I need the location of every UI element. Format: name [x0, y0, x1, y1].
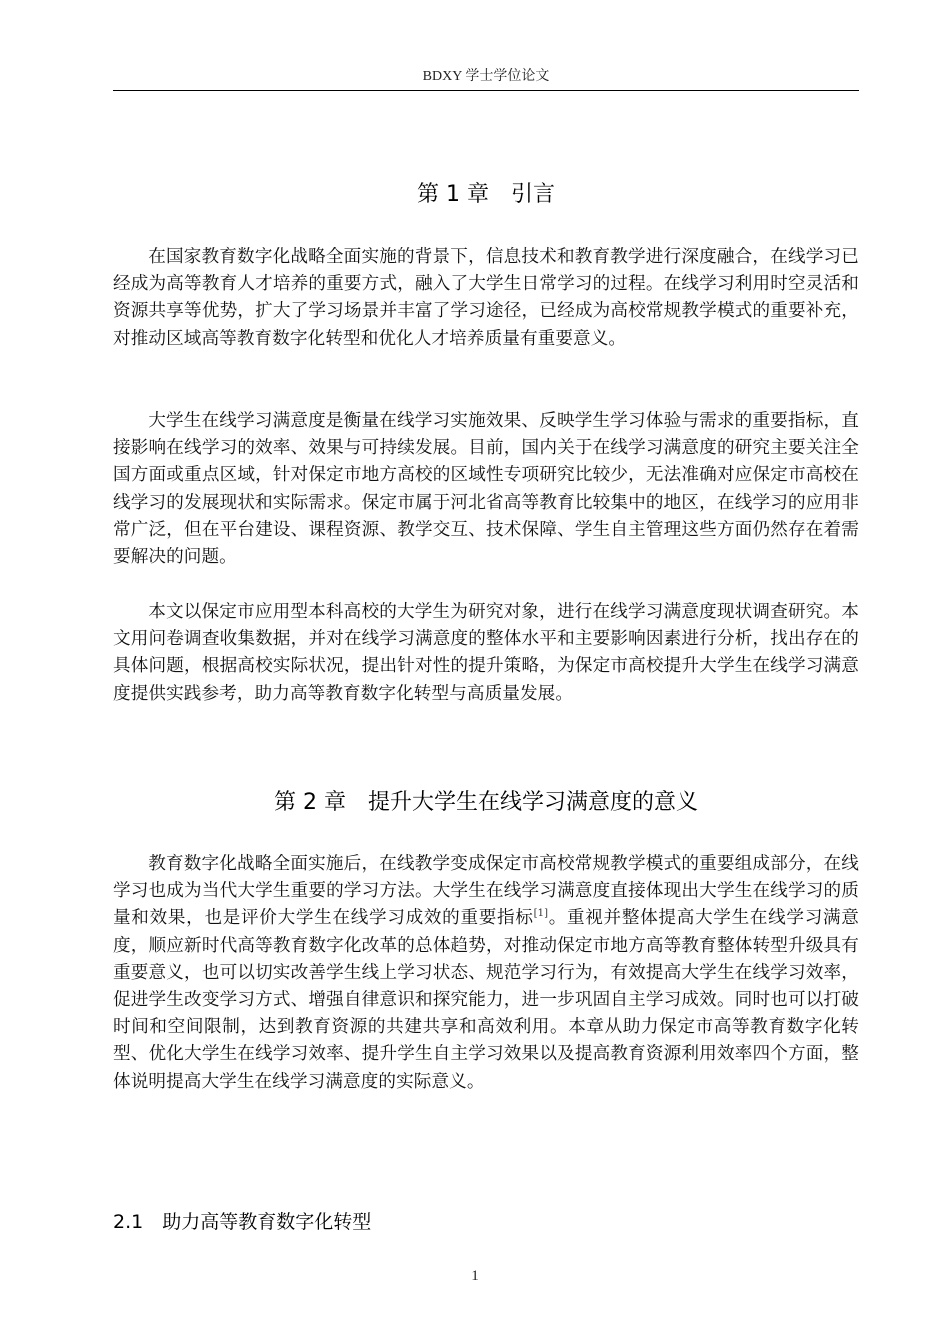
chapter-2-title: 第 2 章 提升大学生在线学习满意度的意义	[274, 790, 698, 815]
page-header	[113, 68, 859, 91]
chapter-1-paragraph-1: 在国家教育数字化战略全面实施的背景下，信息技术和教育教学进行深度融合，在线学习已经成为高等教育人才培养的重要方式，融入了大学生日常学习的过程。在线学习利用时空灵活和资源共享等优势，扩大了学习场景并丰富了学习途径，已经成为高校常规教学模式的重要补充，对推动区域高等教育数字化转型和优化人才培养质量有重要意义。	[113, 247, 859, 349]
chapter-2-paragraph-1	[113, 851, 859, 1096]
chapter-1-title: 第 1 章 引言	[417, 182, 555, 207]
chapter-2-paragraph-text-1: 教育数字化战略全面实施后，在线教学变成保定市高校常规教学模式的重要组成部分，在线学习也成为当代大学生重要的学习方法。大学生在线学习满意度直接体现出大学生在线学习的质量和效果，也是评价大学生在线学习成效的重要指标	[113, 854, 859, 929]
chapter-2-paragraph-text-2: 。重视并整体提高大学生在线学习满意度，顺应新时代高等教育数字化改革的总体趋势，对推动保定市地方高等教育整体转型升级具有重要意义，也可以切实改善学生线上学习状态、规范学习行为，有效提高大学生在线学习效率，促进学生改变学习方式、增强自律意识和探究能力，进一步巩固自主学习成效。同时也可以打破时间和空间限制，达到教育资源的共建共享和高效利用。本章从助力保定市高等教育数字化转型、优化大学生在线学习效率、提升学生自主学习效果以及提高教育资源利用效率四个方面，整体说明提高大学生在线学习满意度的实际意义。	[113, 908, 859, 1092]
section-2-1-heading: 2.1 助力高等教育数字化转型	[113, 1211, 372, 1233]
page-number: 1	[471, 1268, 479, 1284]
chapter-1-paragraph-2: 大学生在线学习满意度是衡量在线学习实施效果、反映学生学习体验与需求的重要指标，直接影响在线学习的效率、效果与可持续发展。目前，国内关于在线学习满意度的研究主要关注全国方面或重点区域，针对保定市地方高校的区域性专项研究比较少，无法准确对应保定市高校在线学习的发展现状和实际需求。保定市属于河北省高等教育比较集中的地区，在线学习的应用非常广泛，但在平台建设、课程资源、教学交互、技术保障、学生自主管理这些方面仍然存在着需要解决的问题。	[113, 411, 859, 568]
thesis-header-title: BDXY 学士学位论文	[422, 69, 550, 84]
chapter-1-paragraph-3: 本文以保定市应用型本科高校的大学生为研究对象，进行在线学习满意度现状调查研究。本文用问卷调查收集数据，并对在线学习满意度的整体水平和主要影响因素进行分析，找出存在的具体问题，根据高校实际状况，提出针对性的提升策略，为保定市高校提升大学生在线学习满意度提供实践参考，助力高等教育数字化转型与高质量发展。	[113, 602, 859, 704]
citation-marker: [1]	[533, 908, 549, 920]
